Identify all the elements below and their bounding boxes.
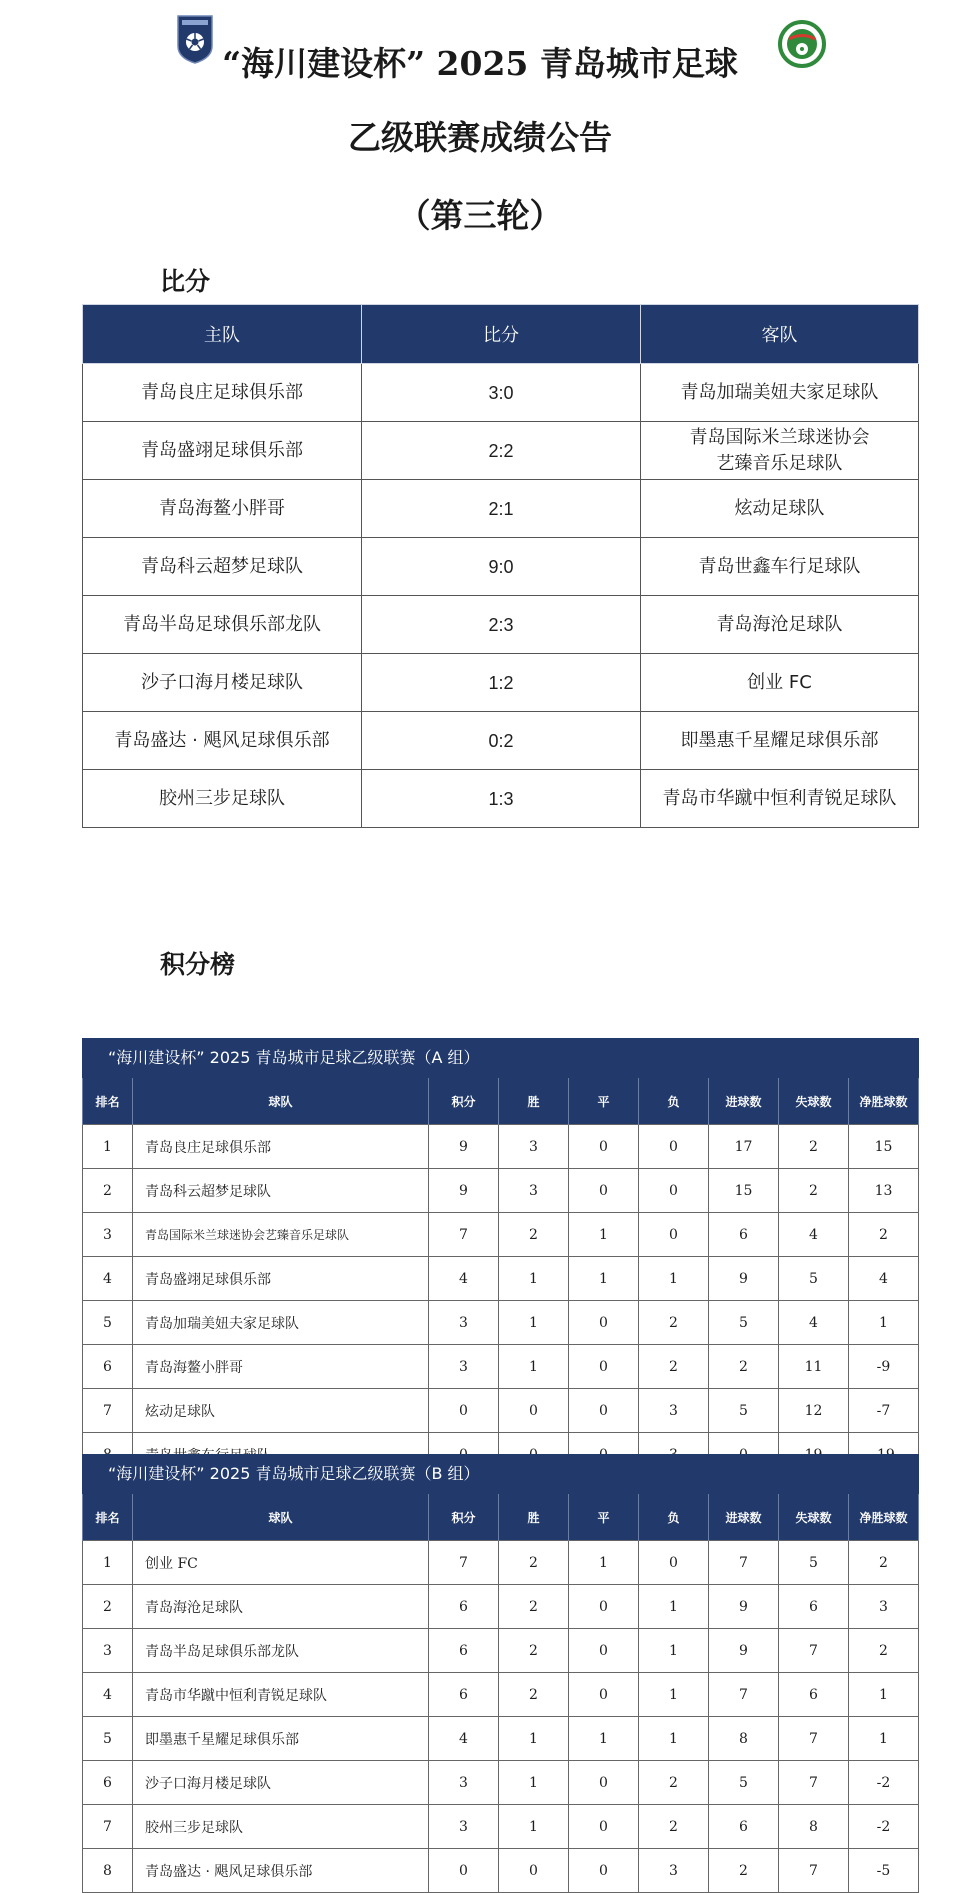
standings-row xyxy=(83,1169,919,1213)
team-cell: 青岛加瑞美妞夫家足球队 xyxy=(133,1301,429,1345)
rank-cell: 2 xyxy=(83,1585,133,1629)
goals-against-cell: 11 xyxy=(779,1345,849,1389)
goals-for-cell: 7 xyxy=(709,1541,779,1585)
score-row xyxy=(83,654,919,712)
score-row xyxy=(83,596,919,654)
rank-cell: 1 xyxy=(83,1125,133,1169)
goal-diff-cell: -2 xyxy=(849,1805,919,1849)
goal-diff-cell: 1 xyxy=(849,1673,919,1717)
draws-cell: 0 xyxy=(569,1169,639,1213)
standings-row xyxy=(83,1301,919,1345)
draws-cell: 0 xyxy=(569,1301,639,1345)
standings-row xyxy=(83,1257,919,1301)
points-cell: 0 xyxy=(429,1849,499,1893)
goals-against-cell: 5 xyxy=(779,1257,849,1301)
goal-diff-cell: 4 xyxy=(849,1257,919,1301)
goals-for-cell: 15 xyxy=(709,1169,779,1213)
goals-against-cell: 4 xyxy=(779,1213,849,1257)
rank-cell: 4 xyxy=(83,1257,133,1301)
standings-row xyxy=(83,1849,919,1893)
standings-row xyxy=(83,1761,919,1805)
goals-for-cell: 6 xyxy=(709,1213,779,1257)
goal-diff-cell: -5 xyxy=(849,1849,919,1893)
standings-column-header: 平 xyxy=(569,1078,639,1125)
standings-column-header: 球队 xyxy=(133,1078,429,1125)
losses-cell: 1 xyxy=(639,1717,709,1761)
goals-for-cell: 17 xyxy=(709,1125,779,1169)
points-cell: 3 xyxy=(429,1301,499,1345)
points-cell: 9 xyxy=(429,1125,499,1169)
losses-cell: 0 xyxy=(639,1169,709,1213)
team-cell: 青岛市华蹴中恒利青锐足球队 xyxy=(133,1673,429,1717)
standings-column-header: 积分 xyxy=(429,1078,499,1125)
goal-diff-cell: -2 xyxy=(849,1761,919,1805)
away-team-cell: 青岛加瑞美妞夫家足球队 xyxy=(641,364,919,422)
score-cell: 1:2 xyxy=(362,654,641,712)
score-cell: 0:2 xyxy=(362,712,641,770)
group-a-caption: “海川建设杯” 2025 青岛城市足球乙级联赛（A 组） xyxy=(82,1038,919,1078)
standings-table-group-a xyxy=(82,1038,919,1477)
standings-column-header: 排名 xyxy=(83,1494,133,1541)
team-cell: 青岛海沧足球队 xyxy=(133,1585,429,1629)
standings-column-header: 失球数 xyxy=(779,1494,849,1541)
goals-for-cell: 5 xyxy=(709,1301,779,1345)
column-header-score: 比分 xyxy=(362,305,641,364)
standings-row xyxy=(83,1805,919,1849)
column-header-away: 客队 xyxy=(641,305,919,364)
home-team-cell: 青岛盛翊足球俱乐部 xyxy=(83,422,362,480)
wins-cell: 1 xyxy=(499,1761,569,1805)
score-cell: 2:1 xyxy=(362,480,641,538)
wins-cell: 2 xyxy=(499,1629,569,1673)
team-cell: 沙子口海月楼足球队 xyxy=(133,1761,429,1805)
team-cell: 青岛盛达 · 飓风足球俱乐部 xyxy=(133,1849,429,1893)
losses-cell: 1 xyxy=(639,1629,709,1673)
goals-against-cell: 2 xyxy=(779,1169,849,1213)
goals-against-cell: 8 xyxy=(779,1805,849,1849)
standings-row xyxy=(83,1541,919,1585)
team-cell: 青岛国际米兰球迷协会艺臻音乐足球队 xyxy=(133,1213,429,1257)
standings-row xyxy=(83,1345,919,1389)
losses-cell: 3 xyxy=(639,1389,709,1433)
standings-row xyxy=(83,1717,919,1761)
score-row xyxy=(83,364,919,422)
team-cell: 炫动足球队 xyxy=(133,1389,429,1433)
losses-cell: 2 xyxy=(639,1345,709,1389)
standings-column-header: 净胜球数 xyxy=(849,1494,919,1541)
goals-for-cell: 8 xyxy=(709,1717,779,1761)
page-title-line-1: “海川建设杯” 2025 青岛城市足球 xyxy=(222,44,738,83)
losses-cell: 2 xyxy=(639,1761,709,1805)
score-row xyxy=(83,712,919,770)
team-cell: 创业 FC xyxy=(133,1541,429,1585)
standings-header-row xyxy=(83,1494,919,1541)
rank-cell: 2 xyxy=(83,1169,133,1213)
losses-cell: 0 xyxy=(639,1541,709,1585)
draws-cell: 0 xyxy=(569,1125,639,1169)
round-label: （第三轮） xyxy=(397,196,563,235)
goal-diff-cell: 13 xyxy=(849,1169,919,1213)
wins-cell: 2 xyxy=(499,1673,569,1717)
team-cell: 胶州三步足球队 xyxy=(133,1805,429,1849)
losses-cell: 1 xyxy=(639,1673,709,1717)
standings-column-header: 平 xyxy=(569,1494,639,1541)
rank-cell: 4 xyxy=(83,1673,133,1717)
home-team-cell: 胶州三步足球队 xyxy=(83,770,362,828)
column-header-home: 主队 xyxy=(83,305,362,364)
team-cell: 青岛良庄足球俱乐部 xyxy=(133,1125,429,1169)
losses-cell: 3 xyxy=(639,1849,709,1893)
score-cell: 2:3 xyxy=(362,596,641,654)
points-cell: 3 xyxy=(429,1345,499,1389)
standings-section-label: 积分榜 xyxy=(160,950,236,979)
losses-cell: 0 xyxy=(639,1125,709,1169)
draws-cell: 1 xyxy=(569,1213,639,1257)
rank-cell: 8 xyxy=(83,1849,133,1893)
home-team-cell: 青岛海鳌小胖哥 xyxy=(83,480,362,538)
page-title-line-2: 乙级联赛成绩公告 xyxy=(348,118,612,157)
draws-cell: 0 xyxy=(569,1805,639,1849)
standings-column-header: 负 xyxy=(639,1078,709,1125)
score-cell: 9:0 xyxy=(362,538,641,596)
team-cell: 青岛科云超梦足球队 xyxy=(133,1169,429,1213)
standings-column-header: 积分 xyxy=(429,1494,499,1541)
home-team-cell: 青岛良庄足球俱乐部 xyxy=(83,364,362,422)
goals-for-cell: 7 xyxy=(709,1673,779,1717)
standings-row xyxy=(83,1629,919,1673)
draws-cell: 1 xyxy=(569,1717,639,1761)
rank-cell: 1 xyxy=(83,1541,133,1585)
away-team-cell: 青岛市华蹴中恒利青锐足球队 xyxy=(641,770,919,828)
goal-diff-cell: 1 xyxy=(849,1717,919,1761)
wins-cell: 2 xyxy=(499,1541,569,1585)
draws-cell: 0 xyxy=(569,1585,639,1629)
goals-against-cell: 6 xyxy=(779,1585,849,1629)
goals-for-cell: 2 xyxy=(709,1849,779,1893)
goal-diff-cell: 3 xyxy=(849,1585,919,1629)
draws-cell: 0 xyxy=(569,1761,639,1805)
standings-row xyxy=(83,1125,919,1169)
score-row xyxy=(83,770,919,828)
goals-against-cell: 6 xyxy=(779,1673,849,1717)
goal-diff-cell: 15 xyxy=(849,1125,919,1169)
home-team-cell: 青岛科云超梦足球队 xyxy=(83,538,362,596)
draws-cell: 0 xyxy=(569,1345,639,1389)
away-team-cell: 创业 FC xyxy=(641,654,919,712)
scores-header-row xyxy=(83,305,919,364)
goal-diff-cell: 2 xyxy=(849,1629,919,1673)
home-team-cell: 青岛半岛足球俱乐部龙队 xyxy=(83,596,362,654)
points-cell: 4 xyxy=(429,1717,499,1761)
score-row xyxy=(83,422,919,480)
rank-cell: 6 xyxy=(83,1761,133,1805)
goal-diff-cell: 2 xyxy=(849,1541,919,1585)
points-cell: 9 xyxy=(429,1169,499,1213)
wins-cell: 1 xyxy=(499,1717,569,1761)
scores-section-label: 比分 xyxy=(160,267,211,296)
standings-column-header: 胜 xyxy=(499,1494,569,1541)
goals-for-cell: 9 xyxy=(709,1585,779,1629)
draws-cell: 1 xyxy=(569,1257,639,1301)
rank-cell: 5 xyxy=(83,1717,133,1761)
away-team-cell: 青岛世鑫车行足球队 xyxy=(641,538,919,596)
goals-for-cell: 9 xyxy=(709,1629,779,1673)
score-row xyxy=(83,480,919,538)
goals-against-cell: 5 xyxy=(779,1541,849,1585)
rank-cell: 7 xyxy=(83,1389,133,1433)
wins-cell: 0 xyxy=(499,1849,569,1893)
standings-header-row xyxy=(83,1078,919,1125)
wins-cell: 1 xyxy=(499,1805,569,1849)
standings-column-header: 负 xyxy=(639,1494,709,1541)
draws-cell: 0 xyxy=(569,1673,639,1717)
goals-against-cell: 7 xyxy=(779,1629,849,1673)
wins-cell: 0 xyxy=(499,1389,569,1433)
points-cell: 7 xyxy=(429,1541,499,1585)
standings-row xyxy=(83,1389,919,1433)
points-cell: 0 xyxy=(429,1389,499,1433)
wins-cell: 1 xyxy=(499,1301,569,1345)
points-cell: 6 xyxy=(429,1629,499,1673)
goals-for-cell: 5 xyxy=(709,1761,779,1805)
wins-cell: 3 xyxy=(499,1125,569,1169)
losses-cell: 2 xyxy=(639,1805,709,1849)
goals-against-cell: 12 xyxy=(779,1389,849,1433)
goals-against-cell: 7 xyxy=(779,1761,849,1805)
rank-cell: 7 xyxy=(83,1805,133,1849)
team-cell: 青岛盛翊足球俱乐部 xyxy=(133,1257,429,1301)
goals-against-cell: 2 xyxy=(779,1125,849,1169)
points-cell: 6 xyxy=(429,1585,499,1629)
home-team-cell: 青岛盛达 · 飓风足球俱乐部 xyxy=(83,712,362,770)
draws-cell: 1 xyxy=(569,1541,639,1585)
goals-for-cell: 6 xyxy=(709,1805,779,1849)
goals-for-cell: 2 xyxy=(709,1345,779,1389)
wins-cell: 2 xyxy=(499,1213,569,1257)
standings-column-header: 胜 xyxy=(499,1078,569,1125)
goal-diff-cell: 2 xyxy=(849,1213,919,1257)
goals-against-cell: 7 xyxy=(779,1849,849,1893)
rank-cell: 3 xyxy=(83,1213,133,1257)
draws-cell: 0 xyxy=(569,1389,639,1433)
rank-cell: 6 xyxy=(83,1345,133,1389)
losses-cell: 2 xyxy=(639,1301,709,1345)
standings-column-header: 球队 xyxy=(133,1494,429,1541)
away-team-cell: 炫动足球队 xyxy=(641,480,919,538)
wins-cell: 2 xyxy=(499,1585,569,1629)
goals-for-cell: 5 xyxy=(709,1389,779,1433)
draws-cell: 0 xyxy=(569,1849,639,1893)
home-team-cell: 沙子口海月楼足球队 xyxy=(83,654,362,712)
goals-for-cell: 9 xyxy=(709,1257,779,1301)
away-team-cell: 青岛国际米兰球迷协会 艺臻音乐足球队 xyxy=(641,422,919,480)
team-cell: 青岛海鳌小胖哥 xyxy=(133,1345,429,1389)
wins-cell: 3 xyxy=(499,1169,569,1213)
standings-row xyxy=(83,1673,919,1717)
goal-diff-cell: -9 xyxy=(849,1345,919,1389)
goals-against-cell: 7 xyxy=(779,1717,849,1761)
team-cell: 青岛半岛足球俱乐部龙队 xyxy=(133,1629,429,1673)
rank-cell: 5 xyxy=(83,1301,133,1345)
goal-diff-cell: -7 xyxy=(849,1389,919,1433)
score-cell: 1:3 xyxy=(362,770,641,828)
standings-column-header: 进球数 xyxy=(709,1078,779,1125)
losses-cell: 0 xyxy=(639,1213,709,1257)
wins-cell: 1 xyxy=(499,1257,569,1301)
score-cell: 2:2 xyxy=(362,422,641,480)
standings-column-header: 失球数 xyxy=(779,1078,849,1125)
goals-against-cell: 4 xyxy=(779,1301,849,1345)
standings-row xyxy=(83,1585,919,1629)
score-row xyxy=(83,538,919,596)
standings-column-header: 净胜球数 xyxy=(849,1078,919,1125)
away-team-cell: 青岛海沧足球队 xyxy=(641,596,919,654)
points-cell: 4 xyxy=(429,1257,499,1301)
group-b-caption: “海川建设杯” 2025 青岛城市足球乙级联赛（B 组） xyxy=(82,1454,919,1494)
points-cell: 3 xyxy=(429,1805,499,1849)
losses-cell: 1 xyxy=(639,1257,709,1301)
wins-cell: 1 xyxy=(499,1345,569,1389)
score-cell: 3:0 xyxy=(362,364,641,422)
points-cell: 7 xyxy=(429,1213,499,1257)
scores-table xyxy=(82,304,919,828)
losses-cell: 1 xyxy=(639,1585,709,1629)
team-cell: 即墨惠千星耀足球俱乐部 xyxy=(133,1717,429,1761)
standings-table-group-b xyxy=(82,1454,919,1893)
points-cell: 3 xyxy=(429,1761,499,1805)
rank-cell: 3 xyxy=(83,1629,133,1673)
points-cell: 6 xyxy=(429,1673,499,1717)
standings-column-header: 排名 xyxy=(83,1078,133,1125)
standings-row xyxy=(83,1213,919,1257)
standings-column-header: 进球数 xyxy=(709,1494,779,1541)
draws-cell: 0 xyxy=(569,1629,639,1673)
away-team-cell: 即墨惠千星耀足球俱乐部 xyxy=(641,712,919,770)
goal-diff-cell: 1 xyxy=(849,1301,919,1345)
